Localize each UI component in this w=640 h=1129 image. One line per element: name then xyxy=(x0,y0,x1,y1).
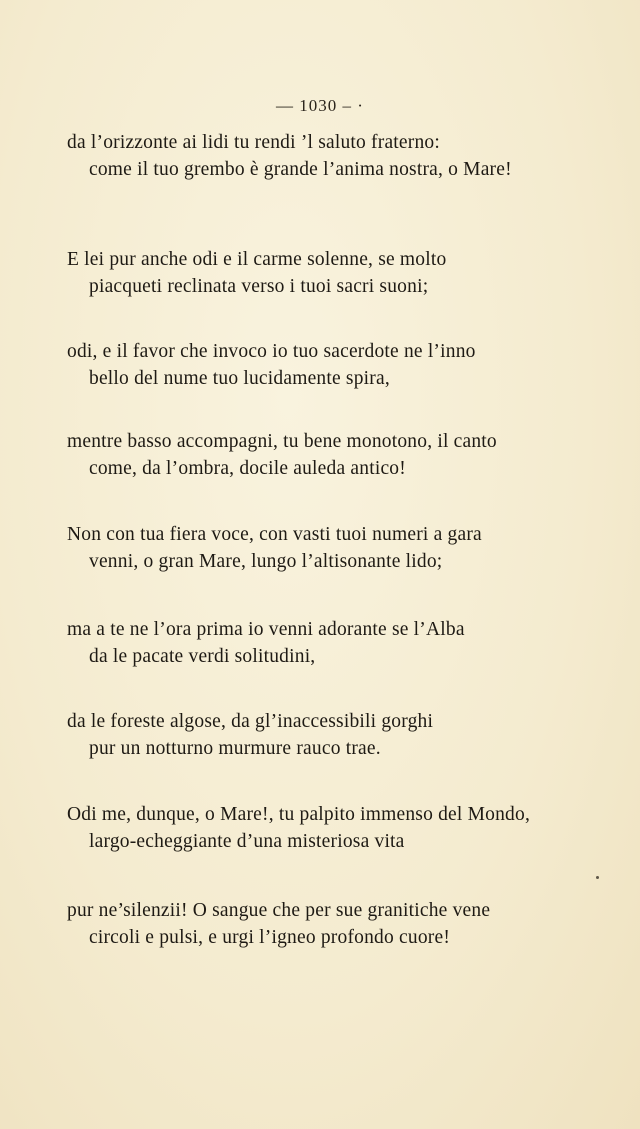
page-number: — 1030 – · xyxy=(276,96,364,115)
verse-line: Non con tua fiera voce, con vasti tuoi numeri a gara xyxy=(67,524,482,545)
ink-speck xyxy=(596,876,599,879)
verse-line: pur ne’silenzii! O sangue che per sue granitiche vene xyxy=(67,900,491,921)
verse-line: odi, e il favor che invoco io tuo sacerdote ne l’inno xyxy=(67,341,476,362)
verse-line: largo-echeggiante d’una misteriosa vita xyxy=(89,831,405,852)
verse-line: circoli e pulsi, e urgi l’igneo profondo cuore! xyxy=(89,927,451,948)
verse-line: ma a te ne l’ora prima io venni adorante se l’Alba xyxy=(67,619,465,640)
verse-line: bello del nume tuo lucidamente spira, xyxy=(89,368,390,389)
verse-line: E lei pur anche odi e il carme solenne, se molto xyxy=(67,249,447,270)
verse-line: come il tuo grembo è grande l’anima nostra, o Mare! xyxy=(89,159,512,180)
verse-line: mentre basso accompagni, tu bene monotono, il canto xyxy=(67,431,497,452)
verse-line: da le pacate verdi solitudini, xyxy=(89,646,316,667)
verse-line: come, da l’ombra, docile auleda antico! xyxy=(89,458,406,479)
verse-line: pur un notturno murmure rauco trae. xyxy=(89,738,381,759)
verse-line: da le foreste algose, da gl’inaccessibili gorghi xyxy=(67,711,434,732)
verse-line: piacqueti reclinata verso i tuoi sacri suoni; xyxy=(89,276,429,297)
verse-line: da l’orizzonte ai lidi tu rendi ’l saluto fraterno: xyxy=(67,132,440,153)
verse-line: Odi me, dunque, o Mare!, tu palpito immenso del Mondo, xyxy=(67,804,531,825)
verse-line: venni, o gran Mare, lungo l’altisonante lido; xyxy=(89,551,443,572)
